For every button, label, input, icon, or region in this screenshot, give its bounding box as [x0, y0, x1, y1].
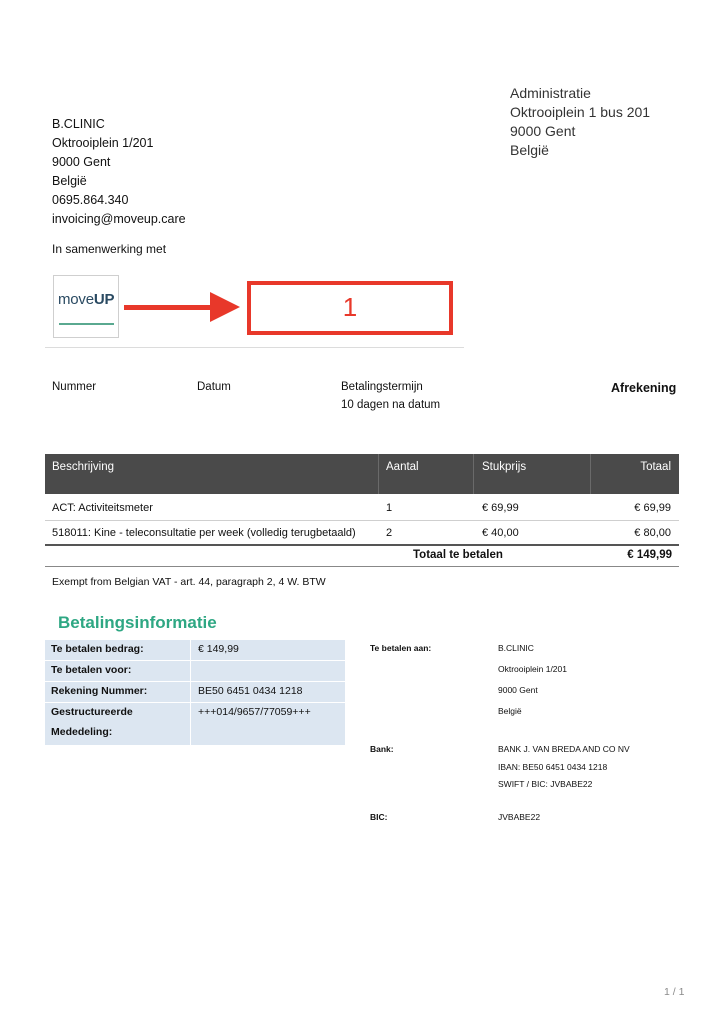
recipient-line2: Oktrooiplein 1 bus 201 — [510, 104, 651, 120]
table-row — [45, 496, 679, 520]
payment-label: Te betalen voor: — [51, 664, 132, 676]
payment-row-account — [45, 682, 345, 703]
nummer-label: Nummer — [52, 381, 97, 393]
payment-value: +++014/9657/77059+++ — [198, 706, 311, 718]
sender-phone: 0695.864.340 — [52, 193, 129, 207]
row-description: 518011: Kine - teleconsultatie per week (volledig terugbetaald) — [52, 527, 356, 539]
payment-value: BE50 6451 0434 1218 — [198, 685, 303, 697]
annotation-arrow-shaft — [124, 305, 216, 310]
header-separator — [590, 454, 591, 494]
header-separator — [378, 454, 379, 494]
total-bottom-rule — [45, 566, 679, 567]
logo-text-light: move — [58, 291, 94, 308]
total-value: € 149,99 — [627, 549, 672, 561]
sender-email[interactable]: invoicing@moveup.care — [52, 212, 186, 226]
payee-line: België — [498, 706, 522, 716]
sender-name: B.CLINIC — [52, 117, 105, 131]
header-unit-price: Stukprijs — [482, 461, 527, 473]
recipient-line1: Administratie — [510, 85, 591, 101]
total-divider — [45, 544, 679, 546]
header-quantity: Aantal — [386, 461, 419, 473]
row-unit-price: € 40,00 — [482, 527, 519, 539]
column-divider — [190, 640, 191, 660]
header-separator — [473, 454, 474, 494]
datum-label: Datum — [197, 381, 231, 393]
payee-line: Oktrooiplein 1/201 — [498, 664, 567, 674]
row-description: ACT: Activiteitsmeter — [52, 502, 153, 514]
invoice-table-header — [45, 454, 679, 494]
page-number: 1 / 1 — [664, 986, 685, 998]
bank-label: Bank: — [370, 744, 394, 754]
payment-row-amount — [45, 640, 345, 661]
bank-line: SWIFT / BIC: JVBABE22 — [498, 779, 593, 789]
payee-line: 9000 Gent — [498, 685, 538, 695]
logo-divider — [45, 347, 464, 348]
header-total: Totaal — [640, 461, 671, 473]
row-quantity: 1 — [386, 502, 393, 514]
bic-value: JVBABE22 — [498, 812, 541, 822]
payment-label: Rekening Nummer: — [51, 685, 148, 697]
total-label: Totaal te betalen — [413, 549, 503, 561]
logo-text-bold: UP — [93, 291, 115, 308]
sender-street: Oktrooiplein 1/201 — [52, 136, 154, 150]
payment-row-reference — [45, 703, 345, 745]
annotation-number: 1 — [342, 292, 358, 322]
payment-row-due — [45, 661, 345, 682]
row-quantity: 2 — [386, 527, 393, 539]
bic-label: BIC: — [370, 812, 388, 822]
vat-note: Exempt from Belgian VAT - art. 44, paragraph 2, 4 W. BTW — [52, 576, 326, 588]
payment-info-table — [45, 640, 345, 745]
logo-wordmark — [58, 291, 114, 308]
recipient-line4: België — [510, 142, 549, 158]
column-divider — [190, 682, 191, 702]
termijn-label: Betalingstermijn — [341, 381, 423, 393]
sender-country: België — [52, 174, 87, 188]
row-unit-price: € 69,99 — [482, 502, 519, 514]
recipient-address — [510, 84, 650, 160]
termijn-value: 10 dagen na datum — [341, 399, 441, 411]
column-divider — [190, 703, 191, 745]
column-divider — [190, 661, 191, 681]
payment-label: Gestructureerde — [51, 706, 133, 718]
table-row — [45, 521, 679, 545]
payment-value: € 149,99 — [198, 643, 239, 655]
sender-city: 9000 Gent — [52, 155, 111, 169]
arrow-right-icon — [210, 292, 240, 322]
annotation-box — [247, 281, 453, 335]
logo-underline — [59, 323, 114, 325]
payment-label: Te betalen bedrag: — [51, 643, 144, 655]
moveup-logo — [53, 275, 119, 338]
header-description: Beschrijving — [52, 461, 114, 473]
row-total: € 80,00 — [634, 527, 671, 539]
document-type: Afrekening — [611, 381, 677, 395]
payee-line: B.CLINIC — [498, 643, 534, 653]
payee-to-label: Te betalen aan: — [370, 643, 432, 653]
payment-title: Betalingsinformatie — [58, 613, 217, 632]
partner-label: In samenwerking met — [52, 242, 167, 256]
bank-line: IBAN: BE50 6451 0434 1218 — [498, 762, 608, 772]
bank-line: BANK J. VAN BREDA AND CO NV — [498, 744, 630, 754]
sender-address — [52, 115, 186, 229]
payment-label-cont: Mededeling: — [51, 726, 113, 738]
recipient-line3: 9000 Gent — [510, 123, 576, 139]
row-total: € 69,99 — [634, 502, 671, 514]
